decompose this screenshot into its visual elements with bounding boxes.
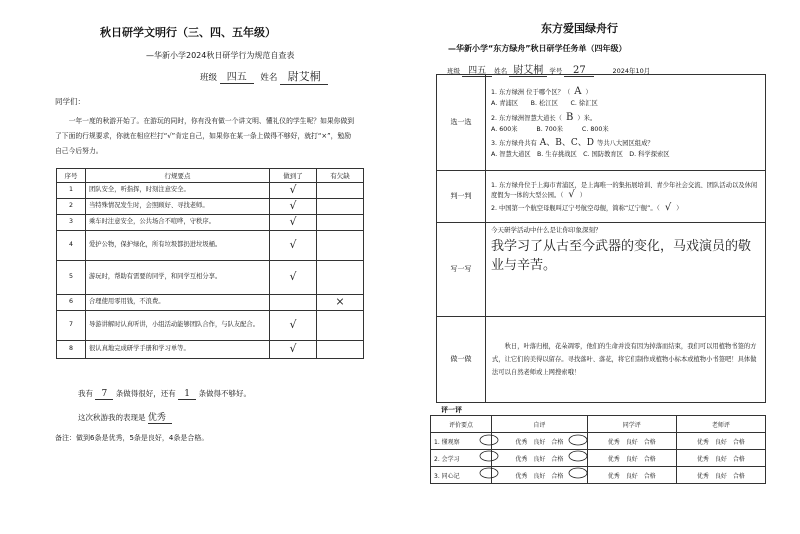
right-number-label: 学号 [549, 67, 563, 75]
table-row [431, 467, 766, 484]
row-no: 5 [57, 261, 86, 295]
table-row [57, 215, 364, 231]
q3-options: A. 智慧大道区 B. 生存挑战区 C. 国防教育区 D. 科学探索区 [491, 150, 670, 158]
row-no: 7 [57, 311, 86, 341]
j1-end: ） [579, 191, 587, 199]
performance-value: 优秀 [148, 410, 172, 424]
table-row [57, 231, 364, 261]
q3-text: 3. 东方绿舟共有 [491, 139, 537, 147]
right-name-label: 姓名 [494, 67, 508, 75]
q2-text: 2. 东方绿洲智慧大道长（ [491, 114, 562, 122]
col-header-lack: 有欠缺 [317, 169, 364, 183]
eval-teacher-levels: 优秀 良好 合格 [676, 467, 765, 484]
right-date: 2024年10月 [612, 67, 651, 75]
left-intro: 一年一度的秋游开始了。在游玩的同时，你有没有做一个讲文明、懂礼仪的学生呢？如果你做到了下面的行规要求，你就在相应栏打“√”肯定自己，如果你在某一条上做得不够好，就打“×”，勉励自己今后努力。 [55, 117, 355, 155]
q2-answer: B [565, 111, 574, 123]
row-done-mark: √ [270, 341, 317, 359]
left-checklist-table [56, 168, 364, 359]
eval-peer-levels: 优秀 良好 合格 [587, 450, 676, 467]
right-subtitle: —华新小学“东方绿舟”秋日研学任务单（四年级） [448, 44, 627, 53]
j2-text: 2. 中国第一个航空母舰叫辽宁号航空母舰，简称“辽宁舰”。（ [491, 204, 660, 212]
table-row [57, 341, 364, 359]
row-lack-mark [317, 183, 364, 199]
right-class-label: 班级 [447, 67, 460, 75]
eval-row-label: 2. 会学习 [431, 450, 492, 467]
summary-suffix: 条做得不够好。 [198, 389, 252, 398]
row-done-mark: √ [270, 311, 317, 341]
j1 [491, 181, 760, 200]
eval-levels-text: 优秀 良好 合格 [515, 438, 564, 446]
row-text: 导游讲解时认真听讲，小组活动能够团队合作，与队友配合。 [86, 311, 270, 341]
j2 [491, 203, 760, 213]
row-no: 6 [57, 295, 86, 311]
summary-good-count: 7 [95, 389, 113, 400]
table-row [431, 450, 766, 467]
col-header-no: 序号 [57, 169, 86, 183]
row-no: 8 [57, 341, 86, 359]
right-class-value: 四五 [462, 63, 492, 77]
row-lack-mark [317, 199, 364, 215]
left-name-label: 姓名 [260, 73, 278, 83]
row-text: 当特殊情况发生时，会照顾好、寻找老师。 [86, 199, 270, 215]
eval-col-point: 评价要点 [431, 416, 492, 433]
row-no: 4 [57, 231, 86, 261]
row-text: 团队安全，听指挥，时刻注意安全。 [86, 183, 270, 199]
eval-col-teacher: 老师评 [676, 416, 765, 433]
table-row [431, 433, 766, 450]
section-do: 做一做 [437, 317, 486, 403]
left-title: 秋日研学文明行（三、四、五年级） [100, 26, 276, 39]
row-lack-mark [317, 311, 364, 341]
j1-text: 1. 东方绿舟位于上海市青浦区，是上海唯一的集拓展培训、青少年社会交流、团队活动以及休闲度假为一体的大型公园。（ [491, 181, 758, 199]
row-lack-mark [317, 215, 364, 231]
row-done-mark: √ [270, 231, 317, 261]
row-text: 合理使用零用钱，不浪费。 [86, 295, 270, 311]
left-class-field [200, 68, 328, 85]
left-note: 备注：做到6条是优秀，5条是良好，4条是合格。 [55, 434, 209, 442]
row-text: 很认真地完成研学手册和学习单等。 [86, 341, 270, 359]
eval-title: 评一评 [441, 406, 462, 414]
left-name-value: 尉艾桐 [280, 68, 328, 85]
do-text: 秋日，叶落归根，花朵凋零，他们的生命并没有因为掉落而结束，我们可以用植物书签的方式，让它们的美得以留存。寻找落叶、落花，将它们制作成植物小标本或植物小书签吧！具体做法可以自然老师或上网搜索哦！ [486, 317, 766, 403]
eval-peer-levels: 优秀 良好 合格 [587, 467, 676, 484]
eval-self-levels: 优秀 良好 合格 [492, 450, 588, 467]
eval-self-levels [492, 433, 588, 450]
q2 [491, 113, 760, 123]
q2-options: A. 600米 B. 700米 C. 800米 [491, 125, 609, 133]
write-area [486, 223, 766, 317]
right-name-value: 尉艾桐 [509, 61, 547, 77]
row-no: 1 [57, 183, 86, 199]
left-performance [78, 410, 172, 424]
row-done-mark: √ [270, 183, 317, 199]
q1 [491, 87, 760, 97]
table-row [57, 295, 364, 311]
eval-col-peer: 同学评 [587, 416, 676, 433]
q2-end: ）米。 [577, 114, 597, 122]
eval-row-label: 1. 懂观察 [431, 433, 492, 450]
row-lack-mark [317, 261, 364, 295]
q3-end: 等共八大园区组成？ [597, 139, 654, 147]
summary-bad-count: 1 [178, 389, 196, 400]
right-number-value: 27 [564, 65, 594, 77]
table-row [57, 311, 364, 341]
section-write: 写一写 [437, 223, 486, 317]
j1-answer: √ [568, 188, 575, 200]
q1-answer: A [574, 85, 582, 97]
right-task-table [436, 74, 766, 403]
eval-col-self: 自评 [492, 416, 588, 433]
row-text: 爱护公物，保护绿化，所有垃圾都扔进垃圾桶。 [86, 231, 270, 261]
q3-answer: A、B、C、D [539, 137, 595, 148]
eval-table [430, 415, 766, 484]
left-greeting: 同学们： [55, 97, 85, 106]
section-judge: 判一判 [437, 171, 486, 223]
eval-teacher-levels: 优秀 良好 合格 [676, 450, 765, 467]
row-text: 游玩时，帮助有需要的同学，和同学互相分享。 [86, 261, 270, 295]
left-subtitle: —华新小学2024秋日研学行为规范自查表 [146, 51, 295, 60]
row-lack-mark [317, 341, 364, 359]
j2-end: ） [676, 204, 683, 212]
row-no: 2 [57, 199, 86, 215]
j2-answer: √ [664, 201, 672, 213]
row-done-mark: √ [270, 261, 317, 295]
write-answer: 我学习了从古至今武器的变化，马戏演员的敬业与辛苦。 [491, 239, 752, 273]
left-summary [78, 388, 251, 400]
table-row [57, 199, 364, 215]
summary-middle: 条做得很好，还有 [115, 389, 176, 398]
q1-options: A. 青浦区 B. 松江区 C. 徐汇区 [491, 99, 598, 107]
performance-label: 这次秋游我的表现是 [78, 413, 146, 422]
row-text: 乘车时注意安全，公共场合不喧哗，守秩序。 [86, 215, 270, 231]
q1-end: ） [585, 88, 592, 96]
left-class-label: 班级 [200, 73, 218, 83]
row-done-mark [270, 295, 317, 311]
left-class-value: 四五 [220, 68, 254, 84]
judge-questions [486, 171, 766, 223]
q1-text: 1. 东方绿洲 位于哪个区？（ [491, 88, 571, 96]
col-header-rule: 行规要点 [86, 169, 270, 183]
section-select: 选一选 [437, 75, 486, 171]
row-lack-mark: × [317, 295, 364, 311]
row-no: 3 [57, 215, 86, 231]
right-title: 东方爱国绿舟行 [541, 22, 618, 35]
summary-prefix: 我有 [78, 389, 93, 398]
eval-teacher-levels: 优秀 良好 合格 [676, 433, 765, 450]
table-row [57, 261, 364, 295]
row-done-mark: √ [270, 199, 317, 215]
eval-row-label: 3. 同心记 [431, 467, 492, 484]
col-header-done: 做到了 [270, 169, 317, 183]
table-row [57, 183, 364, 199]
select-questions [486, 75, 766, 171]
row-done-mark: √ [270, 215, 317, 231]
eval-peer-levels: 优秀 良好 合格 [587, 433, 676, 450]
row-lack-mark [317, 231, 364, 261]
q3 [491, 139, 760, 148]
eval-self-levels: 优秀 良好 合格 [492, 467, 588, 484]
write-prompt: 今天研学活动中什么是让你印象深刻？ [491, 226, 602, 234]
